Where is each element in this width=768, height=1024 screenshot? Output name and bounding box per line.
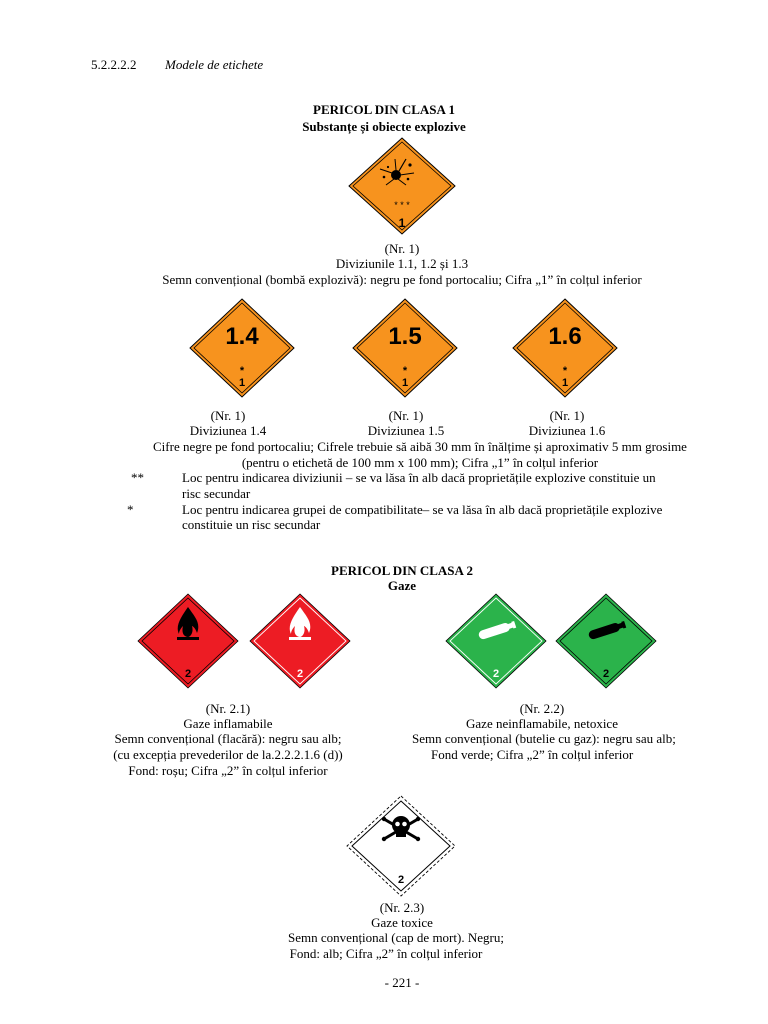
div-1-5-nr: (Nr. 1) [388,408,424,423]
class1-subheading: Substanțe și obiecte explozive [302,119,466,134]
class1-main-nr: (Nr. 1) [384,241,420,256]
compat-star: * [402,365,408,377]
division-number: 1.6 [548,323,582,350]
class-digit: 2 [492,668,500,680]
class2-heading: PERICOL DIN CLASA 2 [331,563,473,578]
class-digit: 1 [561,377,569,389]
div-1-4-name: Diviziunea 1.4 [189,423,267,438]
div-1-6-nr: (Nr. 1) [549,408,585,423]
compat-star: * [562,365,568,377]
compat-star: * [239,365,245,377]
division-number: 1.5 [388,323,422,350]
class-digit: 2 [184,668,192,680]
div-1-5-name: Diviziunea 1.5 [367,423,445,438]
g23-line1: Semn convențional (cap de mort). Negru; [288,930,504,945]
nonflammable-gas-label-black [555,593,657,689]
nonflammable-gas-label-white [445,593,547,689]
toxic-gas-label [346,795,456,897]
g22-line1: Semn convențional (butelie cu gaz): negru sau alb; [412,731,676,746]
division-1-5-label [352,298,458,398]
note-mark-division: ** [131,470,144,485]
page-number: - 221 - [384,975,420,990]
g23-line2: Fond: alb; Cifra „2” în colțul inferior [289,946,483,961]
class1-div-desc-line2: (pentru o etichetă de 100 mm x 100 mm); Cifra „1” în colțul inferior [241,455,599,470]
note-division-line1: Loc pentru indicarea diviziunii – se va lăsa în alb dacă proprietățile explozive constituie un [182,470,656,485]
division-1-6-label [512,298,618,398]
explosive-label [348,137,456,235]
division-1-4-label [189,298,295,398]
class1-heading: PERICOL DIN CLASA 1 [313,102,455,117]
class-digit: 1 [401,377,409,389]
class1-div-desc-line1: Cifre negre pe fond portocaliu; Cifrele trebuie să aibă 30 mm în înălțime și aproximativ 5 mm grosime [153,439,687,454]
class-digit: 1 [398,216,406,230]
g23-nr: (Nr. 2.3) [379,900,425,915]
div-1-4-nr: (Nr. 1) [210,408,246,423]
g21-line1: Semn convențional (flacără): negru sau alb; [114,731,342,746]
g22-nr: (Nr. 2.2) [519,701,565,716]
g22-line2: Fond verde; Cifra „2” în colțul inferior [431,747,634,762]
div-1-6-name: Diviziunea 1.6 [528,423,606,438]
g21-nr: (Nr. 2.1) [205,701,251,716]
flammable-gas-label-black [137,593,239,689]
section-number: 5.2.2.2.2 [91,57,137,72]
stars-text: * * * [394,200,410,210]
g23-name: Gaze toxice [371,915,433,930]
class1-main-desc: Semn convențional (bombă explozivă): negru pe fond portocaliu; Cifra „1” în colțul inferior [162,272,642,287]
g22-name: Gaze neinflamabile, netoxice [466,716,618,731]
note-mark-compat: * [127,502,134,517]
g21-line3: Fond: roșu; Cifra „2” în colțul inferior [128,763,328,778]
g21-name: Gaze inflamabile [183,716,273,731]
division-number: 1.4 [225,323,259,350]
class-digit: 2 [296,668,304,680]
note-division-line2: risc secundar [182,486,251,501]
note-compat-line1: Loc pentru indicarea grupei de compatibilitate– se va lăsa în alb dacă proprietățile explozive [182,502,663,517]
section-title: Modele de etichete [165,57,264,72]
g21-line2: (cu excepția prevederilor de la.2.2.2.1.6 (d)) [113,747,343,762]
class2-subheading: Gaze [387,578,417,593]
note-compat-line2: constituie un risc secundar [182,517,321,532]
flammable-gas-label-white [249,593,351,689]
class-digit: 2 [602,668,610,680]
class-digit: 2 [397,874,405,886]
class1-main-div: Diviziunile 1.1, 1.2 și 1.3 [335,256,469,271]
class-digit: 1 [238,377,246,389]
